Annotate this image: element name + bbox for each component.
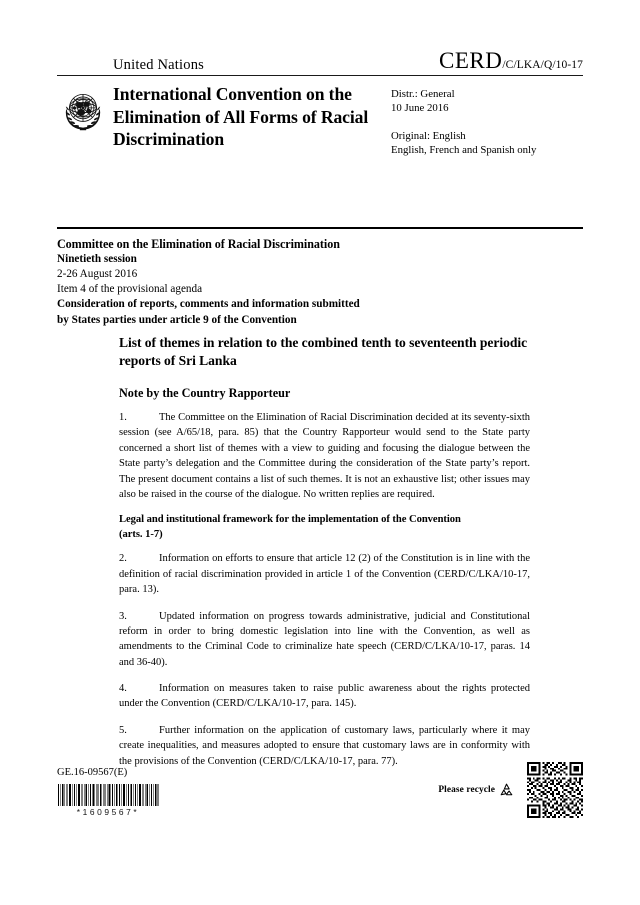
distribution-type: Distr.: General (391, 88, 455, 100)
distribution-block (391, 83, 569, 157)
paragraph-4-text: Information on measures taken to raise public awareness about the rights protected under the Convention (CERD/C/LKA/10-17, para. 145). (119, 683, 530, 710)
section-heading-line2: (arts. 1-7) (119, 528, 163, 540)
barcode-icon (57, 784, 159, 806)
document-symbol (439, 49, 583, 72)
agenda-title-line1: Consideration of reports, comments and information submitted (57, 298, 360, 311)
barcode-digits: *1609567* (76, 806, 140, 817)
section-heading-line1: Legal and institutional framework for the implementation of the Convention (119, 514, 461, 526)
paragraph-3 (119, 609, 530, 671)
paragraph-1-number: 1. (119, 412, 127, 423)
emblem-container (57, 83, 113, 157)
footer-right (420, 762, 583, 818)
agenda-title-line2: by States parties under article 9 of the Convention (57, 313, 297, 326)
barcode-container (57, 784, 159, 817)
job-number: GE.16-09567(E) (57, 767, 128, 778)
committee-dates: 2-26 August 2016 (57, 268, 138, 281)
document-symbol-suffix: /C/LKA/Q/10-17 (502, 59, 583, 71)
footer-left (57, 767, 257, 817)
section-heading (119, 513, 530, 542)
paragraph-3-text: Updated information on progress towards administrative, judicial and Constitutional reform in order to bring domestic legislation into line with the Convention, as well as amendments to the Criminal Code to criminalize hate speech (CERD/C/LKA/10-17, paras. 14 and 36-40). (119, 610, 530, 668)
page-title: List of themes in relation to the combined tenth to seventeenth periodic reports of Sri Lanka (119, 335, 528, 369)
paragraph-4-number: 4. (119, 683, 127, 695)
organization-name: United Nations (113, 56, 204, 73)
paragraph-3-number: 3. (119, 610, 127, 622)
paragraph-2-text: Information on efforts to ensure that article 12 (2) of the Constitution is in line with the definition of racial discrimination provided in article 1 of the Convention (CERD/C/LKA/10-17, para. 13). (119, 553, 530, 596)
paragraph-1-text: The Committee on the Elimination of Racial Discrimination decided at its seventy-sixth session (see A/65/18, para. 85) that the Country Rapporteur would send to the State party concerned a short list of themes with a view to guiding and focusing the dialogue between the State party’s delegation and the Committee during the consideration of the State party’s report. The present document contains a list of such themes. It is not an exhaustive list; other issues may also be raised in the course of the dialogue. No written replies are required. (119, 412, 530, 500)
available-languages: English, French and Spanish only (391, 144, 537, 157)
document-body (119, 410, 530, 780)
paragraph-4 (119, 681, 530, 712)
masthead-main-row (57, 83, 583, 157)
document-subtitle: Note by the Country Rapporteur (119, 386, 291, 400)
qr-code-icon (527, 762, 583, 818)
masthead (57, 50, 583, 157)
distribution-spacer (391, 116, 569, 129)
united-nations-emblem-icon (57, 85, 109, 137)
committee-session: Ninetieth session (57, 253, 137, 266)
document-symbol-main: CERD (439, 48, 503, 73)
committee-block (57, 236, 583, 328)
distribution-date: 10 June 2016 (391, 102, 449, 115)
section-divider (57, 227, 583, 229)
recycle-icon (498, 782, 515, 799)
convention-title: International Convention on the Elimination of All Forms of Racial Discrimination (113, 84, 369, 150)
paragraph-2-number: 2. (119, 553, 127, 565)
masthead-divider (57, 75, 583, 76)
masthead-top-row (57, 50, 583, 72)
agenda-item: Item 4 of the provisional agenda (57, 283, 203, 296)
recycle-label: Please recycle (438, 785, 495, 795)
original-language: Original: English (391, 129, 466, 142)
paragraph-5-text: Further information on the application of customary laws, particularly where it may create inequalities, and measures adopted to ensure that customary laws are in conformity with the provisions of the Convention (CERD/C/LKA/10-17, para. 77). (119, 724, 530, 767)
paragraph-1 (119, 410, 530, 502)
paragraph-5-number: 5. (119, 724, 127, 736)
paragraph-2 (119, 551, 530, 597)
committee-name: Committee on the Elimination of Racial Discrimination (57, 237, 340, 251)
